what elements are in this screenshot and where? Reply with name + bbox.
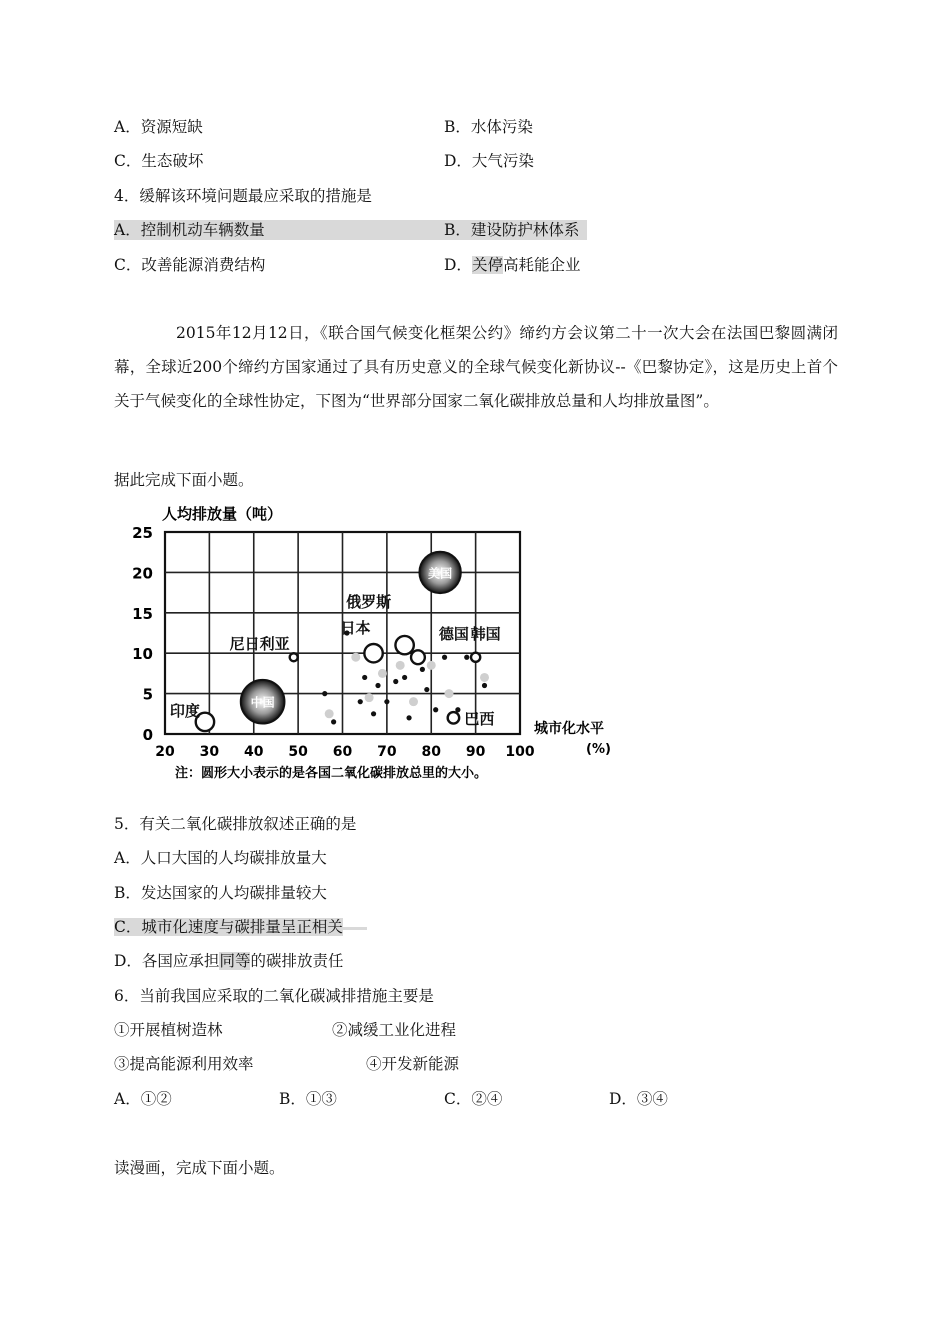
- chart-y-tick-label: 10: [132, 645, 153, 664]
- chart-y-tick-label: 0: [142, 726, 153, 744]
- q4-option-d-rest: 高耗能企业: [502, 256, 581, 274]
- co2-scatter-chart: [130, 497, 640, 797]
- q4-stem: 4．缓解该环境问题最应采取的措施是: [114, 187, 372, 205]
- chart-bubble: [471, 653, 480, 662]
- chart-point-label: 德国: [438, 625, 469, 644]
- q5-option-b: B．发达国家的人均碳排量较大: [114, 884, 327, 902]
- chart-point: [442, 655, 447, 660]
- chart-bubble: [448, 712, 460, 724]
- q4-option-d: [444, 255, 580, 275]
- chart-y-tick-label: 25: [132, 524, 153, 542]
- chart-point: [396, 661, 405, 670]
- chart-point: [464, 655, 469, 660]
- chart-point: [358, 699, 363, 704]
- instruction-text: 据此完成下面小题。: [114, 471, 254, 489]
- q5-option-d-prefix: D．各国应承担: [114, 952, 220, 970]
- chart-bubble: [411, 650, 425, 664]
- chart-x-tick-label: 50: [288, 744, 308, 760]
- chart-bubble: [290, 653, 298, 661]
- chart-point: [331, 719, 336, 724]
- chart-x-tick-label: 100: [505, 744, 535, 760]
- q5-option-d-rest: 的碳排放责任: [250, 952, 344, 970]
- chart-point: [325, 709, 334, 718]
- q5-stem: 5．有关二氧化碳排放叙述正确的是: [114, 815, 357, 833]
- chart-point: [409, 697, 418, 706]
- q4-option-c: C．改善能源消费结构: [114, 256, 266, 274]
- chart-point: [362, 675, 367, 680]
- chart-point: [427, 661, 436, 670]
- chart-point-label: 巴西: [464, 709, 495, 728]
- q5-option-d-highlight: 同等: [219, 952, 251, 970]
- q5-option-c-highlight: C．城市化速度与碳排量呈正相关: [114, 918, 343, 936]
- chart-point: [393, 679, 398, 684]
- chart-point-label: 美国: [428, 566, 453, 581]
- chart-point: [351, 653, 360, 662]
- chart-point: [424, 687, 429, 692]
- q6-option-c: C．②④: [444, 1090, 503, 1108]
- chart-x-tick-label: 40: [244, 744, 264, 760]
- chart-point: [402, 675, 407, 680]
- q6-item-1: ①开展植树造林: [114, 1021, 223, 1039]
- chart-point: [322, 691, 327, 696]
- q3-option-a: A．资源短缺: [114, 118, 203, 136]
- chart-point: [371, 711, 376, 716]
- chart-y-tick-label: 5: [142, 685, 153, 704]
- q5-option-a: A．人口大国的人均碳排放量大: [114, 849, 327, 867]
- chart-point: [378, 669, 387, 678]
- chart-point-label: 印度: [169, 701, 200, 720]
- chart-point: [384, 699, 389, 704]
- q3-option-c: C．生态破坏: [114, 152, 204, 170]
- q4-option-a: A．控制机动车辆数量: [114, 221, 265, 239]
- q4-option-b: B．建设防护林体系: [444, 221, 580, 239]
- chart-x-axis-unit: (%): [586, 742, 611, 757]
- final-instruction: 读漫画，完成下面小题。: [114, 1159, 285, 1177]
- q4-option-d-highlight: 关停: [471, 256, 503, 274]
- chart-y-tick-label: 20: [132, 564, 153, 583]
- chart-x-tick-label: 70: [377, 744, 397, 760]
- q6-option-d: D．③④: [609, 1090, 668, 1108]
- chart-x-ticks: [155, 744, 535, 760]
- q6-option-b: B．①③: [279, 1090, 337, 1108]
- chart-point-label: 中国: [250, 695, 275, 710]
- chart-point: [480, 673, 489, 682]
- q5-option-d: [114, 951, 343, 971]
- chart-x-tick-label: 30: [199, 744, 220, 760]
- chart-y-tick-label: 15: [132, 604, 153, 623]
- chart-bubble: [364, 644, 382, 662]
- chart-point: [445, 689, 454, 698]
- chart-point-label: 日本: [340, 619, 371, 638]
- chart-x-tick-label: 90: [465, 744, 486, 760]
- q5-option-c: [114, 917, 367, 937]
- chart-point: [420, 667, 425, 672]
- chart-point: [406, 715, 411, 720]
- chart-point: [433, 707, 438, 712]
- q6-item-3: ③提高能源利用效率: [114, 1055, 254, 1073]
- chart-x-tick-label: 60: [332, 744, 353, 760]
- chart-point: [375, 683, 380, 688]
- chart-point-label: 韩国: [470, 625, 501, 644]
- q6-item-2: ②减缓工业化进程: [332, 1021, 457, 1039]
- chart-x-tick-label: 20: [155, 744, 175, 760]
- chart-x-tick-label: 80: [421, 744, 441, 760]
- q3-option-d: D．大气污染: [444, 152, 534, 170]
- q6-option-a: A．①②: [114, 1090, 172, 1108]
- q4-option-d-prefix: D．: [444, 256, 472, 274]
- q6-item-4: ④开发新能源: [366, 1055, 460, 1073]
- chart-x-axis-label: 城市化水平: [534, 721, 604, 737]
- q5-option-c-strike-mark: [343, 927, 367, 930]
- chart-point: [482, 683, 487, 688]
- chart-labeled-points: [170, 552, 501, 731]
- chart-y-ticks: [132, 524, 153, 744]
- chart-note: 注：圆形大小表示的是各国二氧化碳排放总里的大小。: [175, 766, 488, 781]
- q3-option-b: B．水体污染: [444, 118, 533, 136]
- chart-y-axis-label: 人均排放量（吨）: [162, 505, 283, 523]
- chart-point-label: 尼日利亚: [229, 635, 290, 654]
- q6-stem: 6．当前我国应采取的二氧化碳减排措施主要是: [114, 987, 434, 1005]
- chart-point-label: 俄罗斯: [346, 593, 392, 612]
- chart-bubble: [395, 636, 413, 654]
- chart-point: [365, 693, 374, 702]
- passage-text: 2015年12月12日，《联合国气候变化框架公约》缔约方会议第二十一次大会在法国巴黎圆满闭幕，全球近200个缔约方国家通过了具有历史意义的全球气候变化新协议--《巴黎协定》，这是历史上首个关于气候变化的全球性协定，下图为“世界部分国家二氧化碳排放总量和人均排放量图”。: [114, 324, 838, 410]
- q4-highlight-band: [114, 220, 587, 240]
